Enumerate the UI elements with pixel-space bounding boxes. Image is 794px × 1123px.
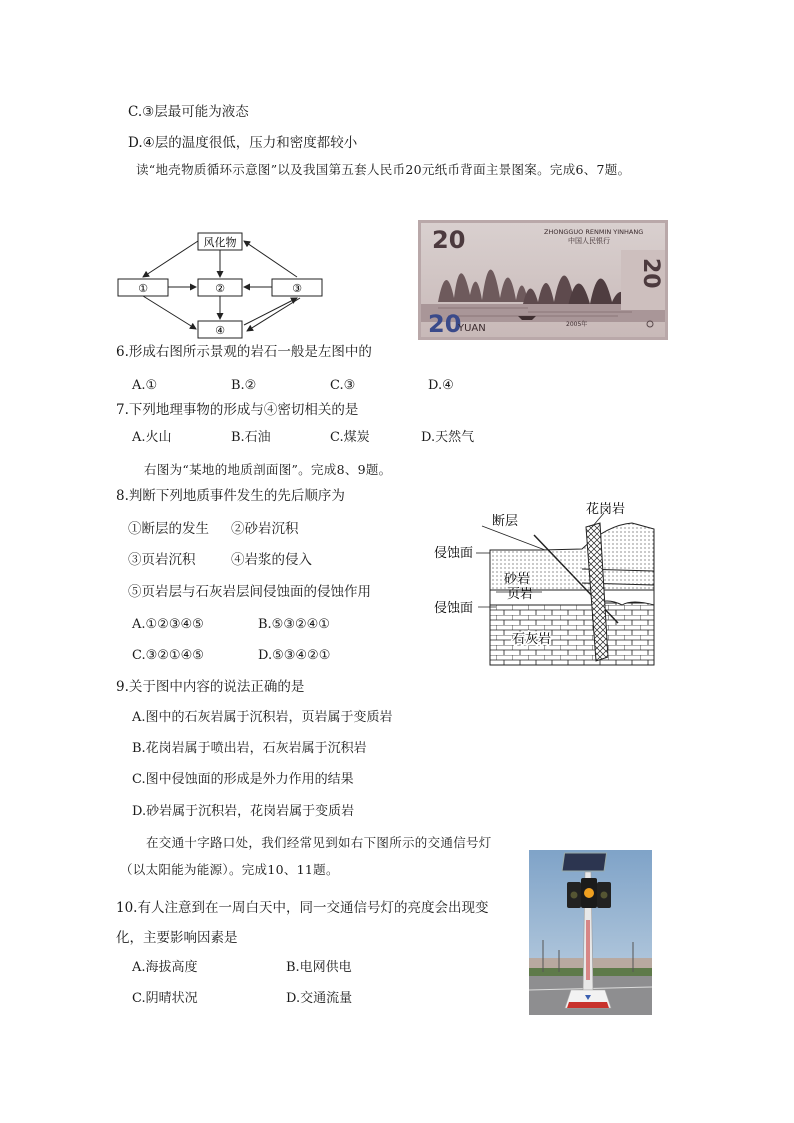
prev-option-d: D.④层的温度很低，压力和密度都较小 <box>128 135 358 151</box>
q9-option-b[interactable]: B.花岗岩属于喷出岩，石灰岩属于沉积岩 <box>132 741 367 756</box>
q6-option-b[interactable]: B.② <box>231 378 257 393</box>
q7-option-d[interactable]: D.天然气 <box>421 430 475 445</box>
intro-q8-9: 右图为“某地的地质剖面图”。完成8、9题。 <box>144 462 392 477</box>
q10-stem-line1: 10.有人注意到在一周白天中，同一交通信号灯的亮度会出现变 <box>116 900 489 916</box>
q7-stem: 7.下列地理事物的形成与④密切相关的是 <box>116 402 359 418</box>
label-sandstone: 砂岩 <box>504 572 531 587</box>
denomination-right: 20 <box>638 258 663 289</box>
label-1: ① <box>138 282 148 295</box>
intro-q10-11-line1: 在交通十字路口处，我们经常见到如右下图所示的交通信号灯 <box>146 835 492 850</box>
q9-stem: 9.关于图中内容的说法正确的是 <box>116 679 305 695</box>
q7-option-a[interactable]: A.火山 <box>132 430 172 445</box>
q8-stem: 8.判断下列地质事件发生的先后顺序为 <box>116 488 345 504</box>
q10-stem-line2: 化，主要影响因素是 <box>116 930 238 946</box>
label-weathered: 风化物 <box>203 236 237 249</box>
q9-option-d[interactable]: D.砂岩属于沉积岩，花岗岩属于变质岩 <box>132 804 355 819</box>
q9-option-c[interactable]: C.图中侵蚀面的形成是外力作用的结果 <box>132 772 354 787</box>
q8-event-2: ②砂岩沉积 <box>231 521 299 537</box>
q10-option-d[interactable]: D.交通流量 <box>286 991 353 1006</box>
bank-name-latin: ZHONGGUO RENMIN YINHANG <box>544 228 644 236</box>
label-shale: 页岩 <box>507 587 534 602</box>
prev-option-c: C.③层最可能为液态 <box>128 104 249 120</box>
label-granite: 花岗岩 <box>586 502 626 517</box>
q10-option-c[interactable]: C.阴晴状况 <box>132 991 198 1006</box>
solar-panel <box>562 853 607 871</box>
q8-event-5: ⑤页岩层与石灰岩层间侵蚀面的侵蚀作用 <box>128 584 371 600</box>
q6-option-a[interactable]: A.① <box>132 378 158 393</box>
label-limestone: 石灰岩 <box>512 632 552 647</box>
label-3: ③ <box>292 282 302 295</box>
banknote-image <box>418 220 668 340</box>
label-4: ④ <box>215 324 225 337</box>
denomination-bottom: 20 <box>428 310 462 338</box>
label-fault: 断层 <box>492 514 519 529</box>
q8-option-c[interactable]: C.③②①④⑤ <box>132 648 204 663</box>
geologic-section-diagram <box>432 495 662 670</box>
issue-year: 2005年 <box>566 321 588 328</box>
q8-option-a[interactable]: A.①②③④⑤ <box>132 617 204 632</box>
q8-option-d[interactable]: D.⑤③④②① <box>258 648 331 663</box>
q7-option-b[interactable]: B.石油 <box>231 430 271 445</box>
q8-option-b[interactable]: B.⑤③②④① <box>258 617 330 632</box>
q8-event-1: ①断层的发生 <box>128 521 209 537</box>
q9-option-a[interactable]: A.图中的石灰岩属于沉积岩，页岩属于变质岩 <box>132 710 393 725</box>
label-2: ② <box>215 282 225 295</box>
bank-name-chinese: 中国人民银行 <box>568 237 610 245</box>
q8-event-4: ④岩浆的侵入 <box>231 552 312 568</box>
intro-q6-7: 读“地壳物质循环示意图”以及我国第五套人民币20元纸币背面主景图案。完成6、7题。 <box>136 162 631 177</box>
label-erosion-upper: 侵蚀面 <box>434 546 474 561</box>
q10-option-b[interactable]: B.电网供电 <box>286 960 352 975</box>
intro-q10-11-line2: （以太阳能为能源）。完成10、11题。 <box>120 862 339 877</box>
q6-option-d[interactable]: D.④ <box>428 378 454 393</box>
q8-event-3: ③页岩沉积 <box>128 552 196 568</box>
denomination-top-left: 20 <box>432 226 466 254</box>
q6-option-c[interactable]: C.③ <box>330 378 356 393</box>
q6-stem: 6.形成右图所示景观的岩石一般是左图中的 <box>116 344 372 360</box>
q7-option-c[interactable]: C.煤炭 <box>330 430 370 445</box>
traffic-light-photo <box>529 850 652 1015</box>
label-erosion-lower: 侵蚀面 <box>434 601 474 616</box>
rock-cycle-diagram <box>110 225 335 345</box>
q10-option-a[interactable]: A.海拔高度 <box>132 960 198 975</box>
currency-label: YUAN <box>458 323 486 334</box>
